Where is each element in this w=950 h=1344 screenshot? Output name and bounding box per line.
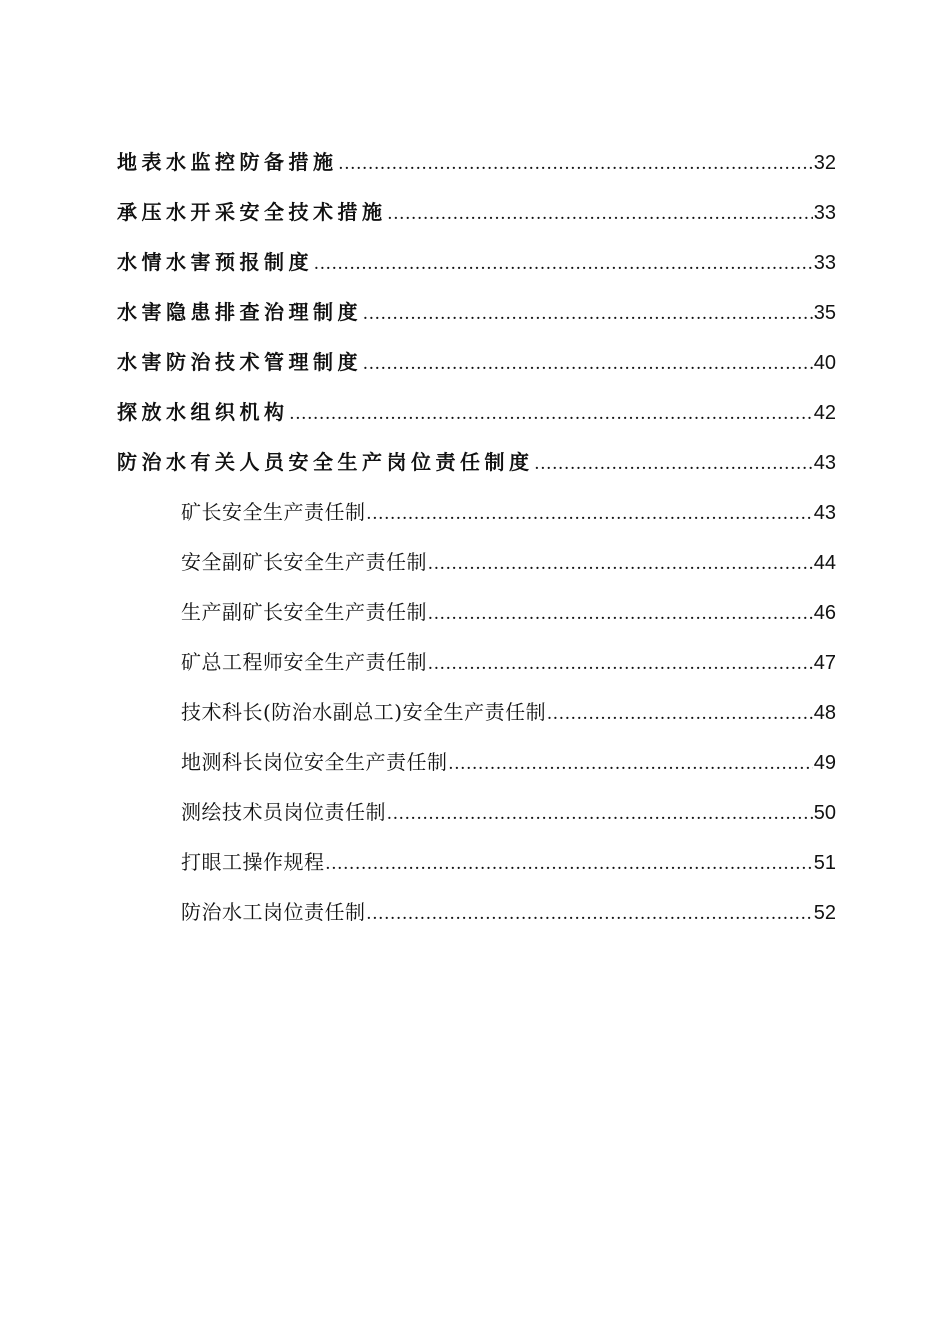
toc-dot-leader [339, 147, 813, 181]
toc-page-number: 42 [813, 402, 836, 424]
toc-entry-title: 防治水有关人员安全生产岗位责任制度 [117, 450, 534, 474]
toc-subentry[interactable] [181, 845, 836, 879]
toc-dot-leader [547, 697, 813, 731]
toc-page-number: 32 [813, 152, 836, 174]
toc-subentry[interactable] [181, 745, 836, 779]
toc-subentry[interactable] [181, 645, 836, 679]
toc-entry-title: 打眼工操作规程 [181, 850, 325, 874]
toc-page-number: 43 [813, 502, 836, 524]
toc-entry-title: 地测科长岗位安全生产责任制 [181, 750, 448, 774]
toc-entry[interactable] [117, 445, 836, 479]
toc-entry-title: 技术科长(防治水副总工)安全生产责任制 [181, 700, 547, 724]
toc-entry-title: 承压水开采安全技术措施 [117, 200, 387, 224]
toc-page-number: 33 [813, 252, 836, 274]
toc-page-number: 48 [813, 702, 836, 724]
toc-dot-leader [428, 597, 813, 631]
toc-dot-leader [428, 547, 813, 581]
toc-dot-leader [388, 197, 813, 231]
toc-page-number: 50 [813, 802, 836, 824]
toc-dot-leader [363, 297, 813, 331]
toc-entry-title: 矿总工程师安全生产责任制 [181, 650, 427, 674]
toc-subentry[interactable] [181, 595, 836, 629]
toc-subentry[interactable] [181, 695, 836, 729]
toc-subentry[interactable] [181, 545, 836, 579]
toc-page-number: 51 [813, 852, 836, 874]
toc-dot-leader [367, 897, 813, 931]
toc-page-number: 49 [813, 752, 836, 774]
toc-entry[interactable] [117, 195, 836, 229]
toc-entry-title: 水情水害预报制度 [117, 250, 313, 274]
toc-dot-leader [290, 397, 813, 431]
toc-page-number: 46 [813, 602, 836, 624]
toc-entry[interactable] [117, 395, 836, 429]
toc-entry[interactable] [117, 245, 836, 279]
toc-entry-title: 防治水工岗位责任制 [181, 900, 366, 924]
toc-dot-leader [387, 797, 813, 831]
toc-entry-title: 地表水监控防备措施 [117, 150, 338, 174]
toc-dot-leader [428, 647, 813, 681]
toc-entry-title: 水害防治技术管理制度 [117, 350, 362, 374]
toc-page-number: 33 [813, 202, 836, 224]
toc-page-number: 47 [813, 652, 836, 674]
toc-entry[interactable] [117, 295, 836, 329]
toc-dot-leader [367, 497, 813, 531]
toc-entry[interactable] [117, 345, 836, 379]
toc-page-number: 35 [813, 302, 836, 324]
toc-entry-title: 水害隐患排查治理制度 [117, 300, 362, 324]
toc-entry[interactable] [117, 145, 836, 179]
toc-subentry[interactable] [181, 895, 836, 929]
toc-subentry[interactable] [181, 795, 836, 829]
toc-entry-title: 矿长安全生产责任制 [181, 500, 366, 524]
toc-entry-title: 测绘技术员岗位责任制 [181, 800, 386, 824]
toc-dot-leader [326, 847, 813, 881]
toc-dot-leader [535, 447, 813, 481]
toc-entry-title: 安全副矿长安全生产责任制 [181, 550, 427, 574]
toc-page-number: 43 [813, 452, 836, 474]
toc-page-number: 40 [813, 352, 836, 374]
toc-dot-leader [363, 347, 813, 381]
toc-page-number: 44 [813, 552, 836, 574]
toc-entry-title: 探放水组织机构 [117, 400, 289, 424]
toc-dot-leader [449, 747, 813, 781]
toc-subentry[interactable] [181, 495, 836, 529]
toc-dot-leader [314, 247, 813, 281]
toc-page-number: 52 [813, 902, 836, 924]
toc-entry-title: 生产副矿长安全生产责任制 [181, 600, 427, 624]
